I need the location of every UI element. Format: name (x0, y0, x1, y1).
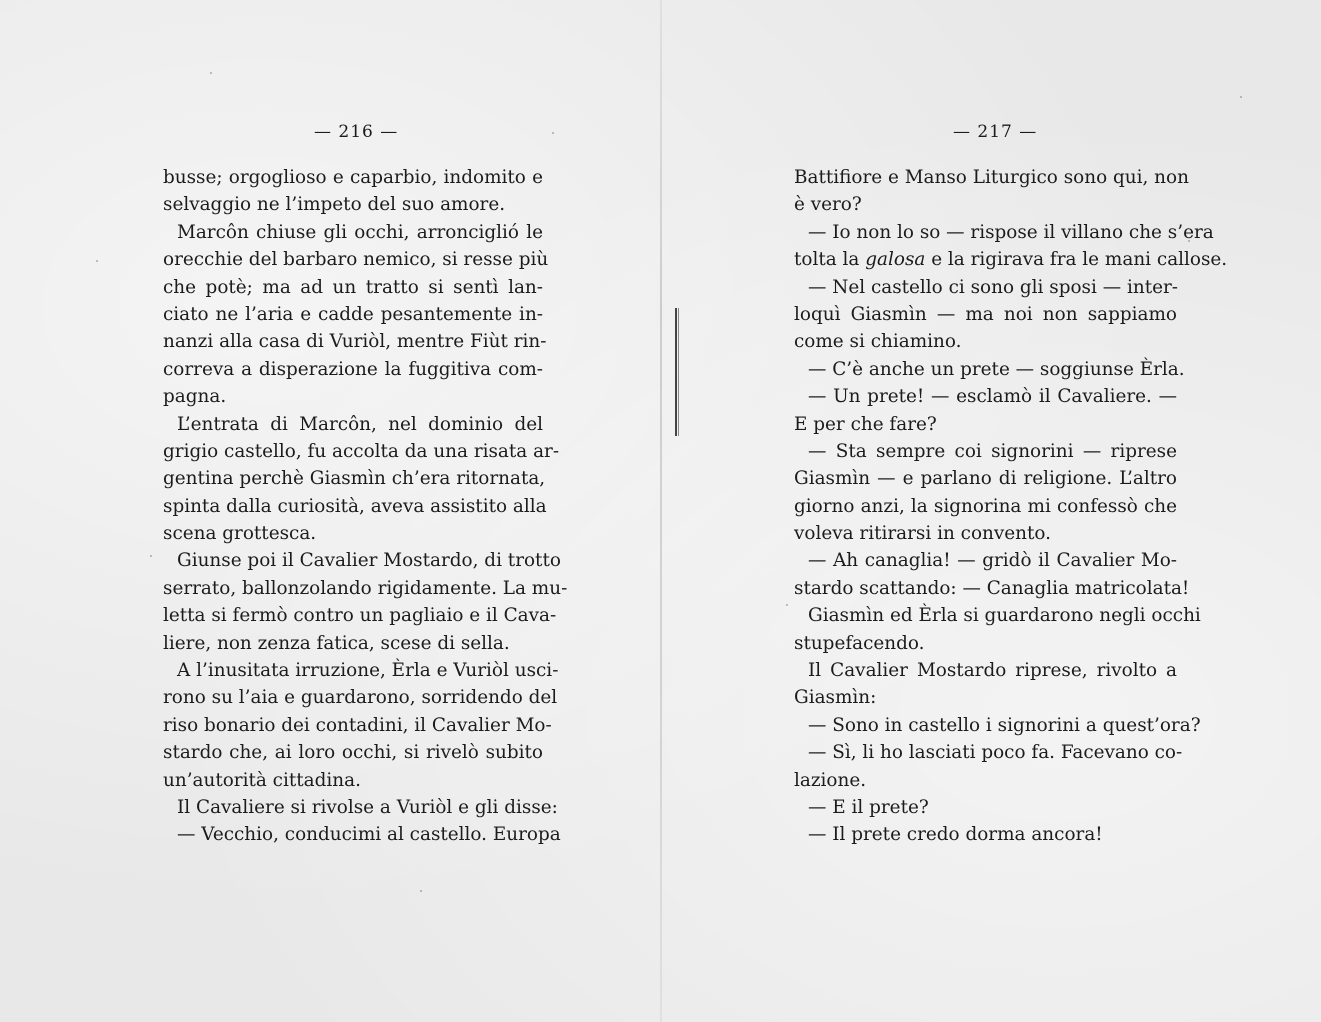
text-line: Il Cavaliere si rivolse a Vuriòl e gli disse: (177, 796, 558, 818)
text-line: letta si fermò contro un pagliaio e il Cava- (163, 605, 557, 627)
text-line: riso bonario dei contadini, il Cavalier Mo- (163, 714, 552, 736)
text-line: ciato ne l’aria e cadde pesantemente in- (163, 303, 543, 325)
text-line: lazione. (794, 769, 867, 791)
text-line: voleva ritirarsi in convento. (794, 523, 1051, 545)
text-line: — Ah canaglia! — gridò il Cavalier Mo- (808, 550, 1177, 572)
text-line: — Un prete! — esclamò il Cavaliere. — (808, 386, 1177, 408)
text-line: spinta dalla curiosità, aveva assistito alla (163, 495, 547, 517)
text-line: stardo che, ai loro occhi, si rivelò subito (163, 742, 543, 764)
paper-speck (1240, 96, 1242, 98)
text-line: Giasmìn ed Èrla si guardarono negli occhi (808, 605, 1201, 627)
text-line: — Io non lo so — rispose il villano che s’era (808, 221, 1214, 243)
text-line: — C’è anche un prete — soggiunse Èrla. (808, 358, 1185, 380)
page-number-left: — 216 — (314, 122, 399, 142)
left-page-text (163, 164, 568, 849)
text-line: tolta la galosa e la rigirava fra le mani callose. (794, 249, 1228, 271)
text-line: liere, non zenza fatica, scese di sella. (163, 632, 510, 654)
text-line: stardo scattando: — Canaglia matricolata! (794, 577, 1190, 599)
text-line: selvaggio ne l’impeto del suo amore. (163, 194, 506, 216)
text-line: L’entrata di Marcôn, nel dominio del (177, 413, 543, 435)
text-line: — Sì, li ho lasciati poco fa. Facevano co- (808, 742, 1183, 764)
text-line: rono su l’aia e guardarono, sorridendo del (163, 687, 558, 709)
paper-speck (786, 604, 788, 606)
paper-speck (96, 260, 98, 262)
text-line: A l’inusitata irruzione, Èrla e Vuriòl usci- (177, 660, 559, 682)
text-line: come si chiamino. (794, 331, 962, 353)
paper-speck (210, 72, 212, 74)
text-line: orecchie del barbaro nemico, si resse più (163, 249, 549, 271)
text-line: gentina perchè Giasmìn ch’era ritornata, (163, 468, 546, 490)
paper-speck (150, 555, 152, 557)
text-line: correva a disperazione la fuggitiva com- (163, 358, 543, 380)
right-page-text (794, 164, 1228, 849)
text-line: Giunse poi il Cavalier Mostardo, di trotto (177, 550, 561, 572)
right-page (662, 0, 1321, 1022)
text-line: — Vecchio, conducimi al castello. Europa (177, 824, 561, 846)
left-page (0, 0, 660, 1022)
text-line: pagna. (163, 386, 227, 408)
text-line: giorno anzi, la signorina mi confessò che (794, 495, 1177, 517)
page-number-right: — 217 — (953, 122, 1038, 142)
text-line: busse; orgoglioso e caparbio, indomito e (163, 167, 543, 188)
italic-word: galosa (865, 249, 926, 271)
text-line: scena grottesca. (163, 523, 317, 545)
text-line: — Sta sempre coi signorini — riprese (808, 440, 1177, 462)
text-line: — Sono in castello i signorini a quest’ora? (808, 714, 1201, 736)
text-line: un’autorità cittadina. (163, 769, 361, 791)
text-line: che potè; ma ad un tratto si sentì lan- (163, 276, 543, 298)
paper-speck (1188, 240, 1190, 242)
text-line: Giasmìn — e parlano di religione. L’altro (794, 468, 1177, 490)
text-line: nanzi alla casa di Vuriòl, mentre Fiùt rin- (163, 331, 547, 353)
text-line: loquì Giasmìn — ma noi non sappiamo (794, 303, 1177, 325)
text-line: stupefacendo. (794, 632, 925, 654)
text-line: è vero? (794, 194, 862, 216)
text-line: Battifiore e Manso Liturgico sono qui, non (794, 167, 1189, 188)
text-line: Marcôn chiuse gli occhi, arronciglió le (177, 221, 543, 243)
text-line: grigio castello, fu accolta da una risata ar- (163, 440, 560, 462)
text-line: Il Cavalier Mostardo riprese, rivolto a (808, 660, 1177, 682)
text-line: — Il prete credo dorma ancora! (808, 824, 1103, 846)
paper-speck (552, 132, 554, 134)
text-line: — Nel castello ci sono gli sposi — inter- (808, 276, 1178, 298)
paper-speck (420, 890, 422, 892)
text-line: Giasmìn: (794, 687, 877, 709)
text-line: — E il prete? (808, 796, 929, 818)
text-line: serrato, ballonzolando rigidamente. La mu- (163, 577, 568, 599)
text-line: E per che fare? (794, 413, 937, 435)
